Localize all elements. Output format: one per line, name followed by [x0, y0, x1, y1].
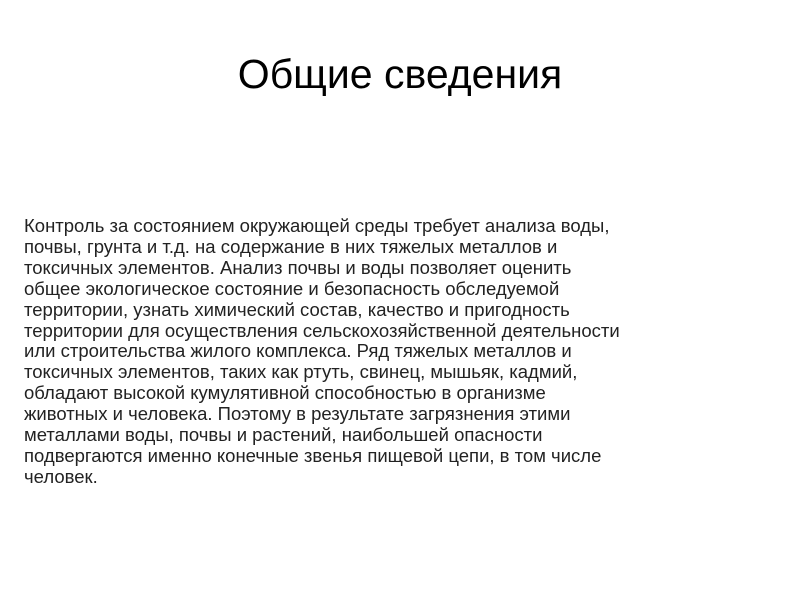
slide-body-text — [24, 216, 754, 488]
body-line: токсичных элементов. Анализ почвы и воды позволяет оценить — [24, 256, 572, 278]
body-line: или строительства жилого комплекса. Ряд тяжелых металлов и — [24, 340, 572, 362]
body-line: животных и человека. Поэтому в результате загрязнения этими — [24, 403, 571, 425]
body-line: подвергаются именно конечные звенья пищевой цепи, в том числе — [24, 444, 602, 466]
body-line: территории, узнать химический состав, качество и пригодность — [24, 298, 570, 320]
slide-title: Общие сведения — [237, 51, 563, 97]
body-line: человек. — [24, 465, 98, 487]
body-line: общее экологическое состояние и безопасность обследуемой — [24, 277, 560, 299]
body-line: почвы, грунта и т.д. на содержание в них тяжелых металлов и — [24, 235, 558, 257]
body-line: территории для осуществления сельскохозяйственной деятельности — [24, 319, 620, 341]
body-line: Контроль за состоянием окружающей среды требует анализа воды, — [24, 215, 610, 236]
body-line: металлами воды, почвы и растений, наибольшей опасности — [24, 424, 543, 446]
body-line: обладают высокой кумулятивной способностью в организме — [24, 382, 546, 404]
body-line: токсичных элементов, таких как ртуть, свинец, мышьяк, кадмий, — [24, 361, 578, 383]
